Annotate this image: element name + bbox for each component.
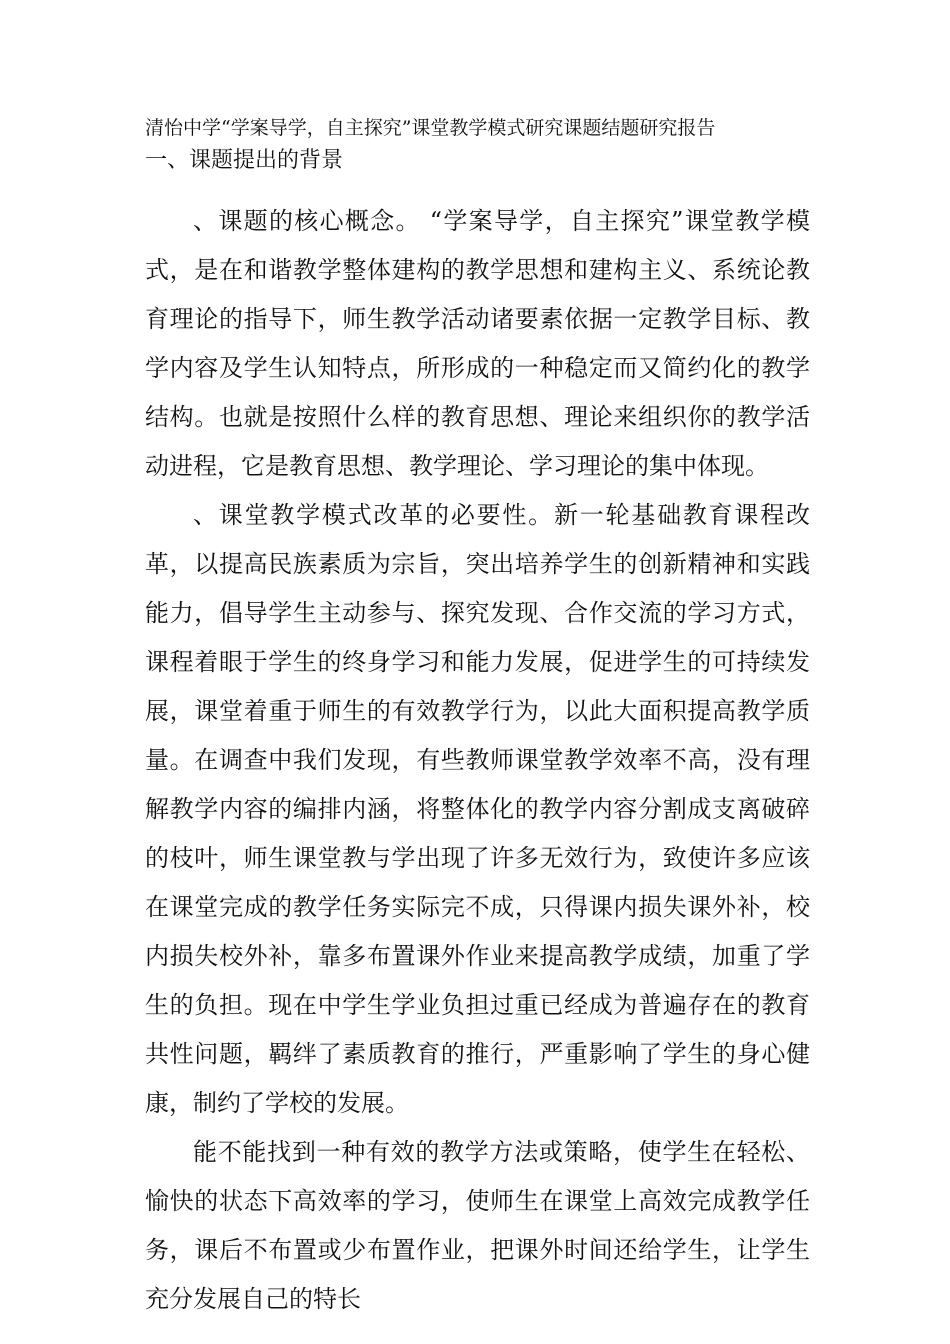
paragraph-core-concept: 、课题的核心概念。 “学案导学，自主探究”课堂教学模式，是在和谐教学整体建构的教学思想和建构主义、系统论教育理论的指导下，师生教学活动诸要素依据一定教学目标、教学内容及学生认知特点，所形成的一种稳定而又简约化的教学结构。也就是按照什么样的教育思想、理论来组织你的教学活动进程，它是教育思想、教学理论、学习理论的集中体现。 [145,207,810,480]
section-heading: 一、课题提出的背景 [145,148,344,173]
document-body [145,197,810,1324]
paragraph-question: 能不能找到一种有效的教学方法或策略，使学生在轻松、愉快的状态下高效率的学习，使师生在课堂上高效完成教学任务，课后不布置或少布置作业，把课外时间还给学生，让学生充分发展自己的特长 [145,1138,810,1313]
paragraph-reform-necessity: 、课堂教学模式改革的必要性。新一轮基础教育课程改革，以提高民族素质为宗旨，突出培养学生的创新精神和实践能力，倡导学生主动参与、探究发现、合作交流的学习方式，课程着眼于学生的终身学习和能力发展，促进学生的可持续发展，课堂着重于师生的有效教学行为，以此大面积提高教学质量。在调查中我们发现，有些教师课堂教学效率不高，没有理解教学内容的编排内涵，将整体化的教学内容分割成支离破碎的枝叶，师生课堂教与学出现了许多无效行为，致使许多应该在课堂完成的教学任务实际完不成，只得课内损失课外补，校内损失校外补，靠多布置课外作业来提高教学成绩，加重了学生的负担。现在中学生学业负担过重已经成为普遍存在的教育共性问题，羁绊了素质教育的推行，严重影响了学生的身心健康，制约了学校的发展。 [145,501,810,1117]
document-title: 清怡中学“学案导学，自主探究”课堂教学模式研究课题结题研究报告 [145,117,716,139]
